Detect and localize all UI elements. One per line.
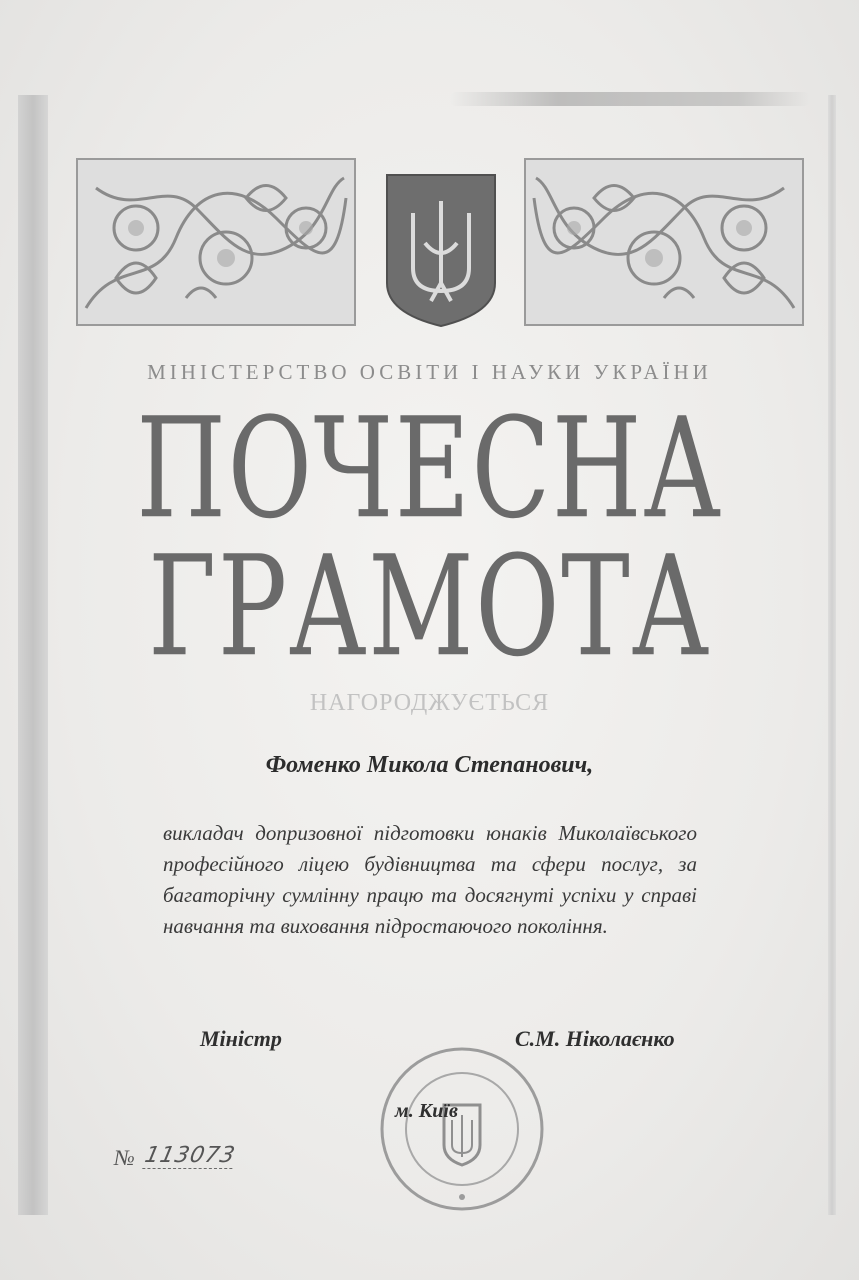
right-border-line	[828, 95, 836, 1215]
signatory-title: Міністр	[200, 1026, 282, 1051]
recipient-name: Фоменко Микола Степанович,	[265, 752, 594, 778]
signatory-name: С.М. Ніколаєнко	[515, 1026, 675, 1051]
left-border-bar	[18, 95, 48, 1215]
trident-icon	[385, 173, 497, 328]
floral-ornament-left	[76, 158, 356, 326]
title-line-1: ПОЧЕСНА	[136, 388, 723, 550]
awarded-label: НАГОРОДЖУЄТЬСЯ	[309, 690, 550, 716]
floral-ornament-right	[524, 158, 804, 326]
title-line-2: ГРАМОТА	[148, 526, 711, 688]
certificate-number: 113073	[142, 1143, 238, 1168]
top-print-smudge	[450, 92, 810, 106]
ministry-name: МІНІСТЕРСТВО ОСВІТИ І НАУКИ УКРАЇНИ	[147, 360, 712, 384]
ministry-seal	[378, 1045, 546, 1213]
city-label: м. Київ	[395, 1100, 458, 1122]
award-citation: викладач допризовної підготовки юнаків Миколаївського професійного ліцею будівництва та сфери послуг, за багаторічну сумлінну працю та досягнуті успіхи у справі навчання та виховання підростаючого покоління.	[163, 821, 697, 938]
number-sign: №	[114, 1145, 135, 1170]
